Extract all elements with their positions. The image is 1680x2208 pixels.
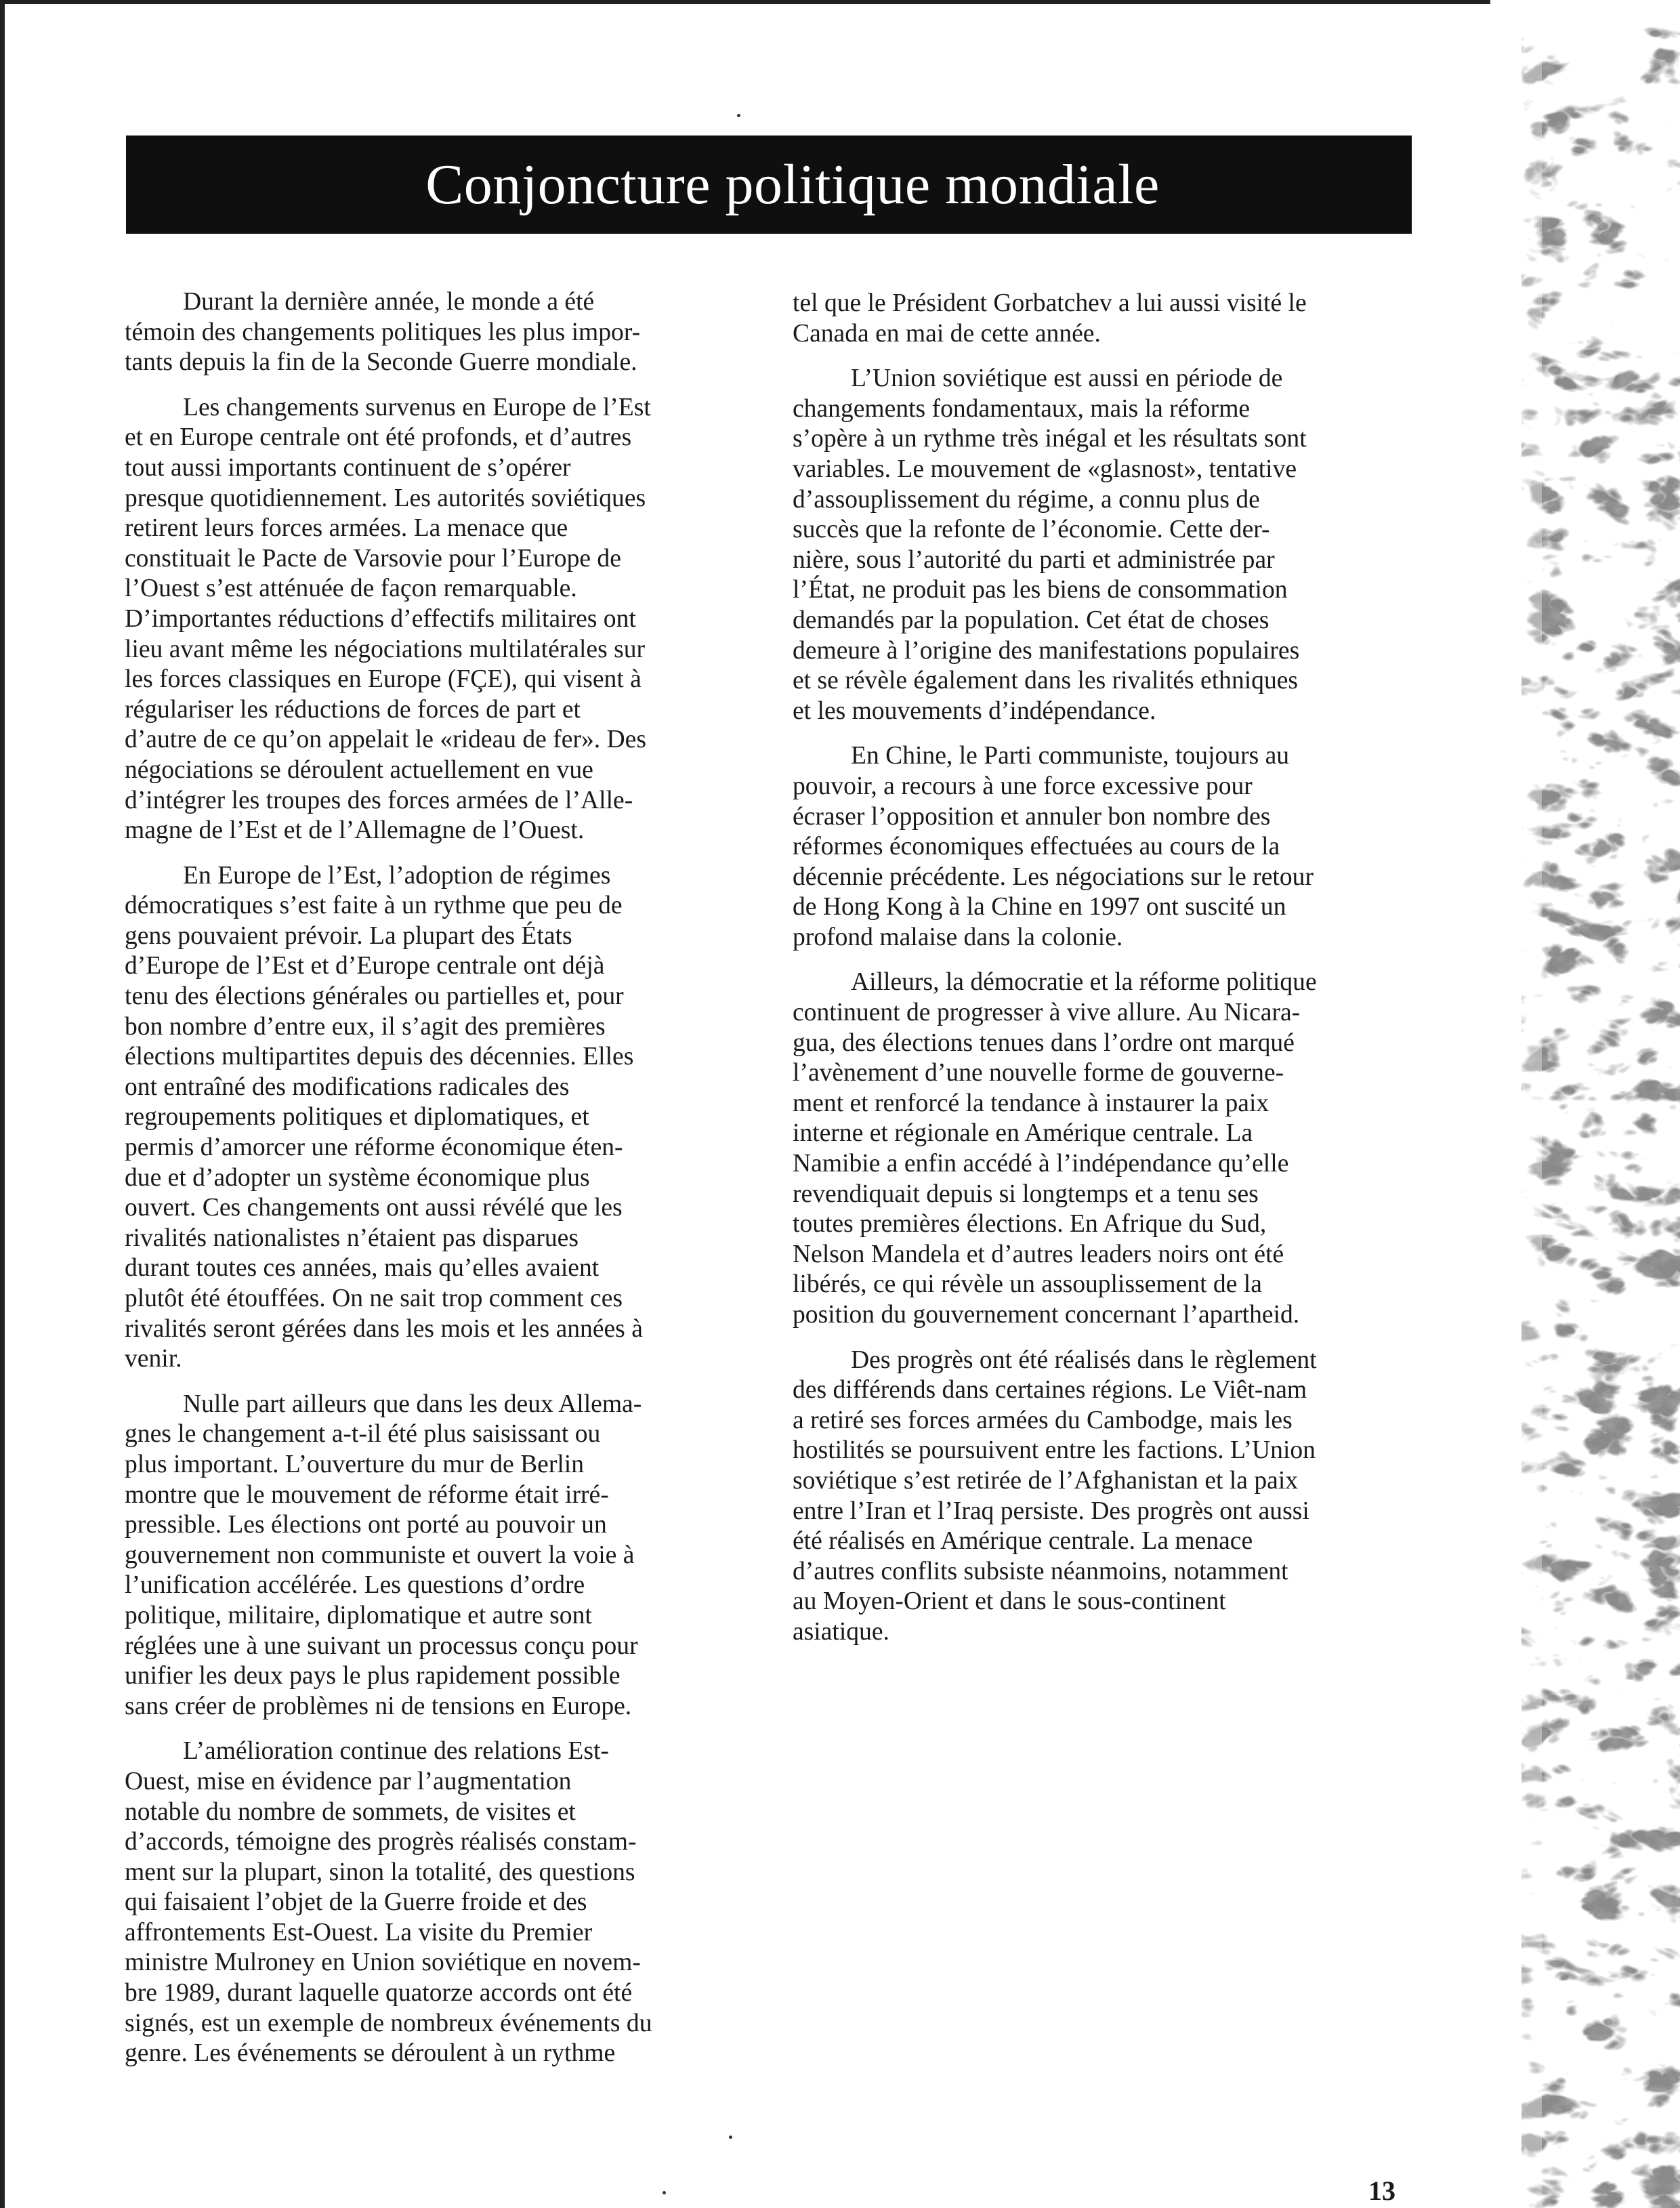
left-text-column <box>125 287 721 2084</box>
paragraph: En Europe de l’Est, l’adoption de régimes démocratiques s’est faite à un rythme que peu de gens pouvaient prévoir. La plupart des États d’Europe de l’Est et d’Europe centrale ont déjà tenu des élections générales ou partielles et, pour bon nombre d’entre eux, il s’agit des premières élections multipartites depuis des décennies. Elles ont entraîné des modifications radicales des regroupements politiques et diplomatiques, et permis d’amorcer une réforme économique éten- due et d’adopter un système économique plus ouvert. Ces changements ont aussi révélé que les rivalités nationalistes n’étaient pas disparues durant toutes ces années, mais qu’elles avaient plutôt été étouffées. On ne sait trop comment ces rivalités seront gérées dans les mois et les années à venir. <box>125 861 643 1373</box>
scan-edge-left <box>0 0 5 2208</box>
paragraph: Ailleurs, la démocratie et la réforme politique continuent de progresser à vive allure. Au Nicara- gua, des élections tenues dans l’ordre ont marqué l’avènement d’une nouvelle forme de gouverne- ment et renforcé la tendance à instaurer la paix interne et régionale en Amérique centrale. La Namibie a enfin accédé à l’indépendance qu’elle revendiquait depuis si longtemps et a tenu ses toutes premières élections. En Afrique du Sud, Nelson Mandela et d’autres leaders noirs ont été libérés, ce qui révèle un assouplissement de la position du gouvernement concernant l’apartheid. <box>793 968 1317 1329</box>
satellite-texture-icon <box>1521 27 1680 2208</box>
title-banner <box>126 136 1412 234</box>
page-title: Conjoncture politique mondiale <box>425 153 1160 216</box>
paragraph: En Chine, le Parti communiste, toujours au pouvoir, a recours à une force excessive pour écraser l’opposition et annuler bon nombre des réformes économiques effectuées au cours de la décennie précédente. Les négociations sur le retour de Hong Kong à la Chine en 1997 ont suscité un profond malaise dans la colonie. <box>793 742 1314 951</box>
paragraph-continued: tel que le Président Gorbatchev a lui aussi visité le Canada en mai de cette année. <box>793 289 1307 348</box>
paragraph: Durant la dernière année, le monde a été témoin des changements politiques les plus impor- tants depuis la fin de la Seconde Guerre mondiale. <box>125 288 641 377</box>
scan-edge-top <box>0 0 1490 4</box>
paragraph: Des progrès ont été réalisés dans le règlement des différends dans certaines régions. Le Viêt-nam a retiré ses forces armées du Cambodge, mais les hostilités se poursuivent entre les factions. L’Union soviétique s’est retirée de l’Afghanistan et la paix entre l’Iran et l’Iraq persiste. Des progrès ont aussi été réalisés en Amérique centrale. La menace d’autres conflits subsiste néanmoins, notamment au Moyen-Orient et dans le sous-continent asiatique. <box>793 1346 1317 1646</box>
scan-speck <box>663 2191 666 2194</box>
page-number: 13 <box>1368 2175 1395 2206</box>
paragraph: Nulle part ailleurs que dans les deux Allema- gnes le changement a-t-il été plus saisissant ou plus important. L’ouverture du mur de Berlin montre que le mouvement de réforme était irré- pressible. Les élections ont porté au pouvoir un gouvernement non communiste et ouvert la voie à l’unification accélérée. Les questions d’ordre politique, militaire, diplomatique et autre sont réglées une à une suivant un processus conçu pour unifier les deux pays le plus rapidement possible sans créer de problèmes ni de tensions en Europe. <box>125 1390 642 1720</box>
right-text-column <box>793 289 1402 1663</box>
scan-speck <box>729 2136 732 2139</box>
paragraph: L’amélioration continue des relations Est- Ouest, mise en évidence par l’augmentation notable du nombre de sommets, de visites et d’accords, témoigne des progrès réalisés constam- ment sur la plupart, sinon la totalité, des questions qui faisaient l’objet de la Guerre froide et des affrontements Est-Ouest. La visite du Premier ministre Mulroney en Union soviétique en novem- bre 1989, durant laquelle quatorze accords ont été signés, est un exemple de nombreux événements du genre. Les événements se déroulent à un rythme <box>125 1737 652 2068</box>
paragraph: L’Union soviétique est aussi en période de changements fondamentaux, mais la réforme s’opère à un rythme très inégal et les résultats sont variables. Le mouvement de «glasnost», tentative d’assouplissement du régime, a connu plus de succès que la refonte de l’économie. Cette der- nière, sous l’autorité du parti et administrée par l’État, ne produit pas les biens de consommation demandés par la population. Cet état de choses demeure à l’origine des manifestations populaires et se révèle également dans les rivalités ethniques et les mouvements d’indépendance. <box>793 364 1307 725</box>
scan-speck <box>737 114 740 117</box>
paragraph: Les changements survenus en Europe de l’Est et en Europe centrale ont été profonds, et d’autres tout aussi importants continuent de s’opérer presque quotidiennement. Les autorités soviétiques retirent leurs forces armées. La menace que constituait le Pacte de Varsovie pour l’Europe de l’Ouest s’est atténuée de façon remarquable. D’importantes réductions d’effectifs militaires ont lieu avant même les négociations multilatérales sur les forces classiques en Europe (FÇE), qui visent à régulariser les réductions de forces de part et d’autre de ce qu’on appelait le «rideau de fer». Des négociations se déroulent actuellement en vue d’intégrer les troupes des forces armées de l’Alle- magne de l’Est et de l’Allemagne de l’Ouest. <box>125 393 651 845</box>
